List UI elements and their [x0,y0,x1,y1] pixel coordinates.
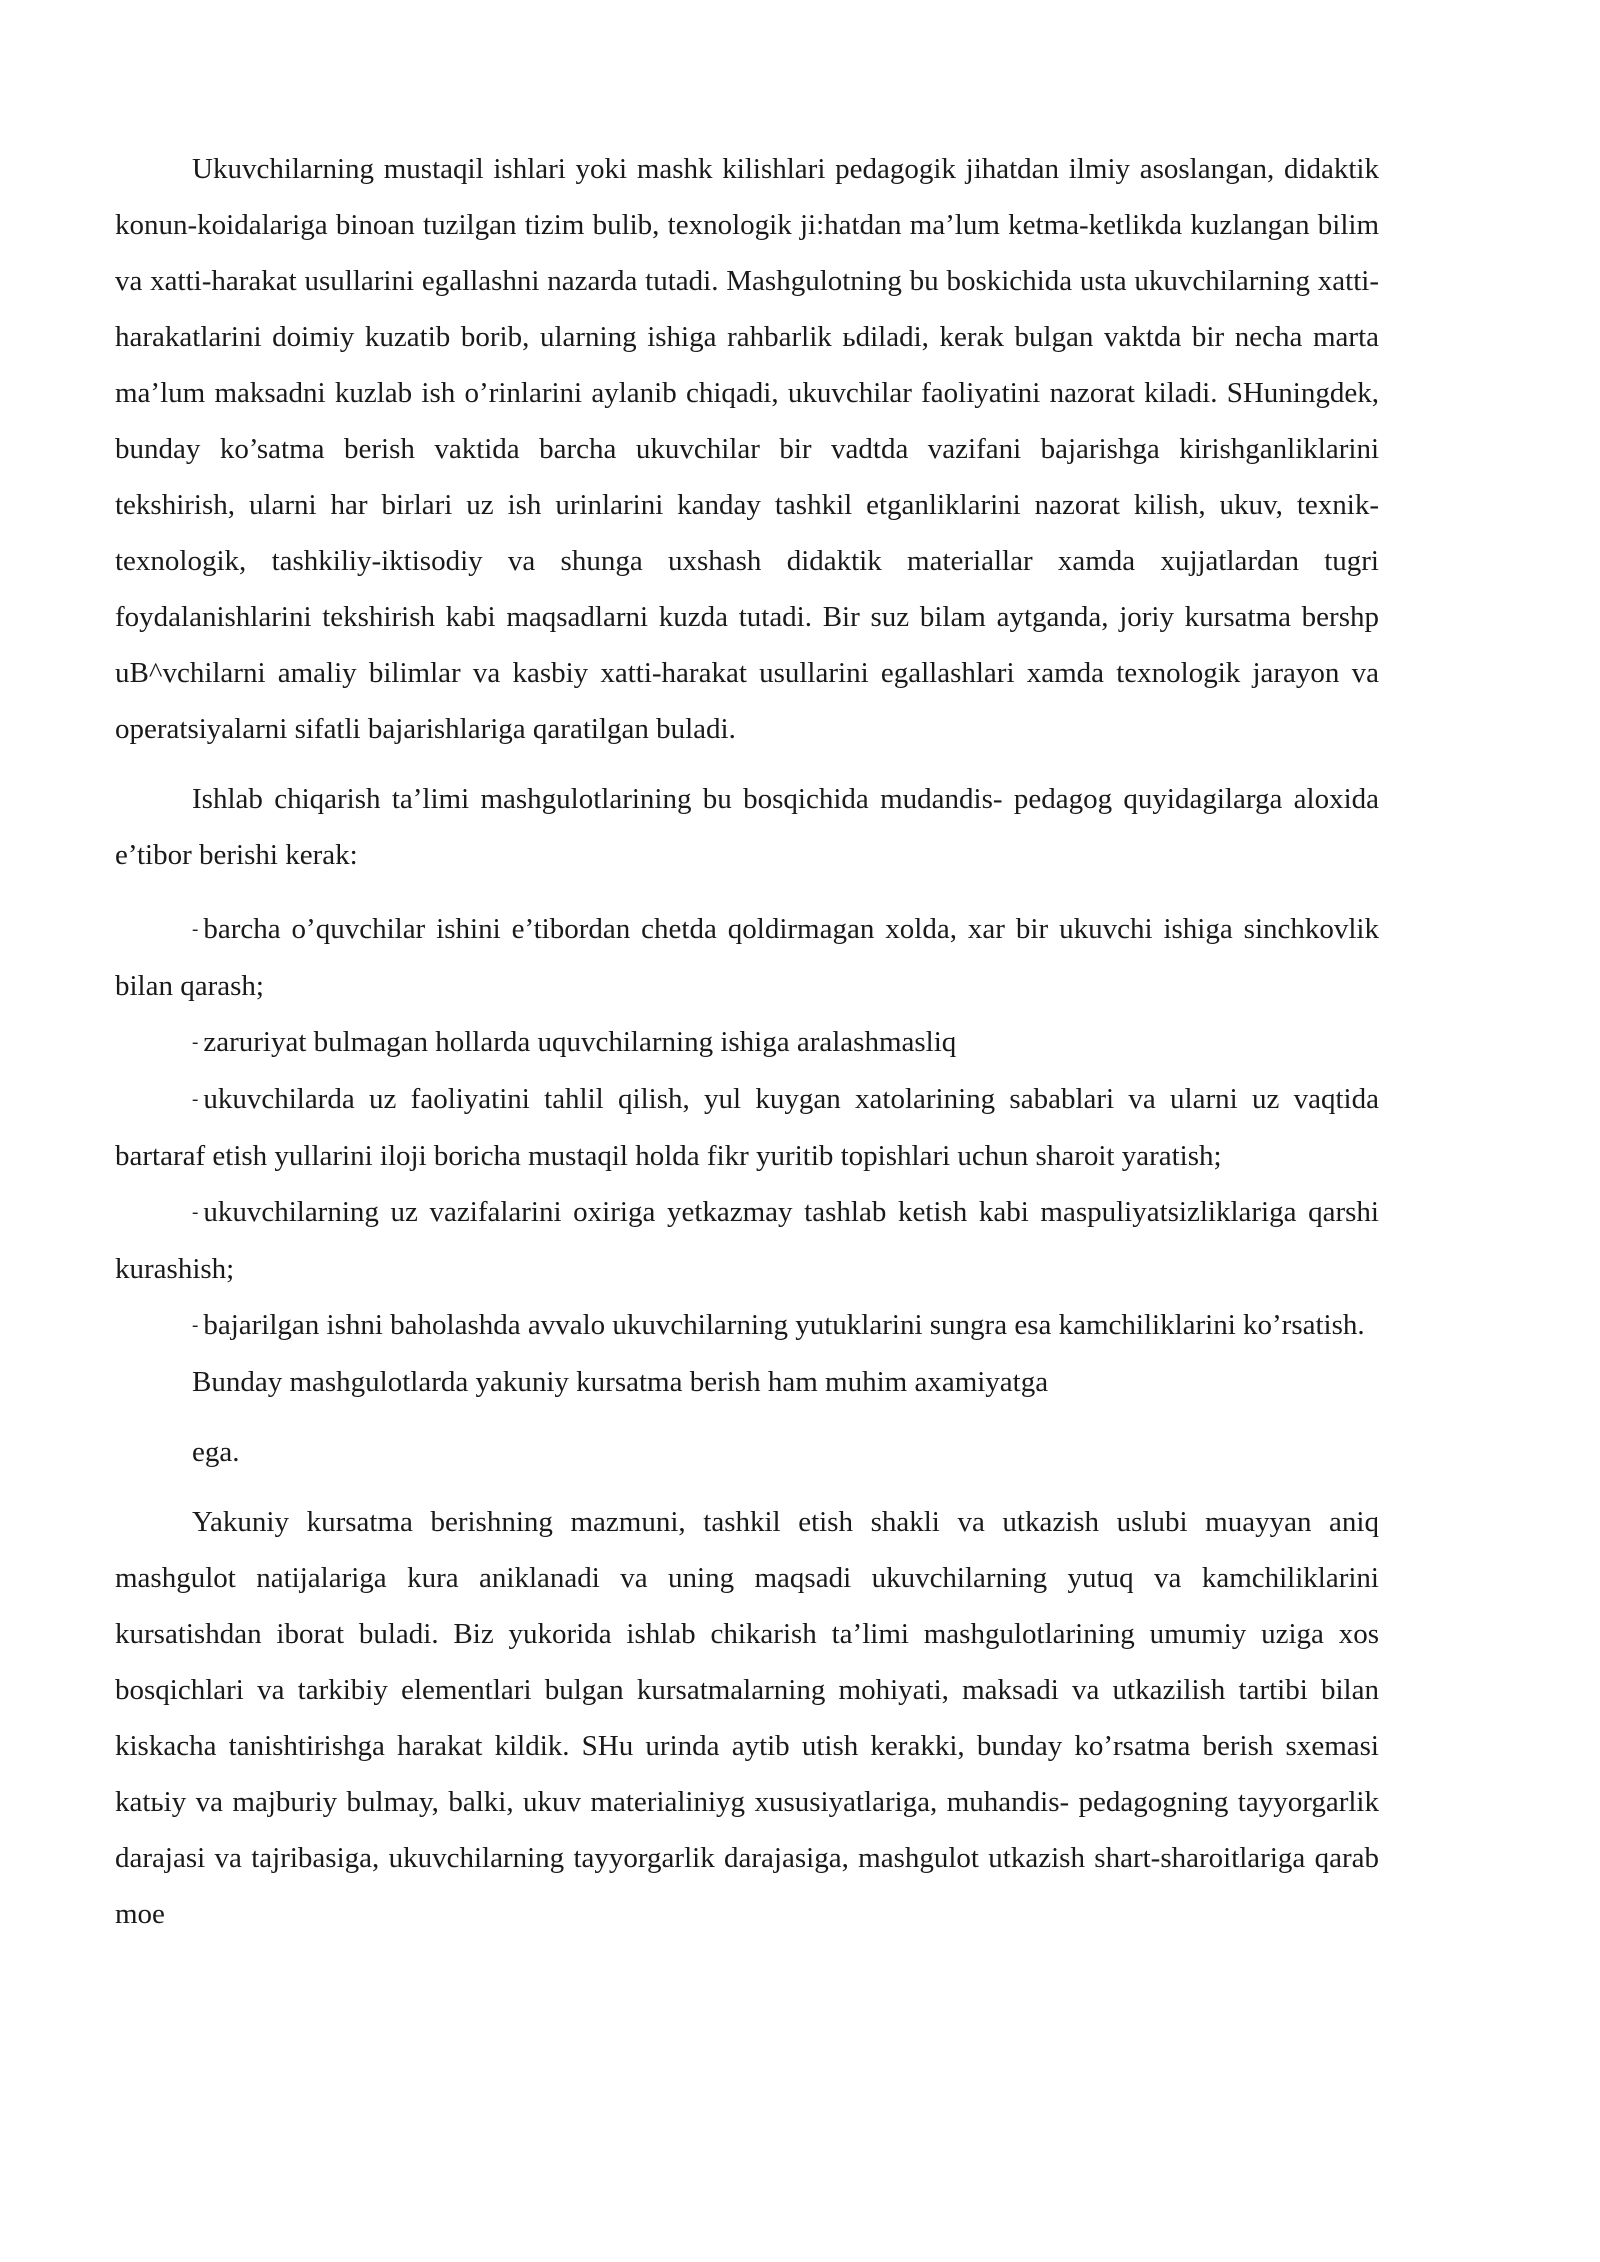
paragraph-bosqich: Ishlab chiqarish ta’limi mashgulotlarining bu bosqichida mudandis- pedagog quyidagilarga aloxida e’tibor berishi kerak: [115,783,1379,871]
list-item-text: ukuvchilarda uz faoliyatini tahlil qilish, yul kuygan xatolarining sabablari va ularni uz vaqtida bartaraf etish yullarini iloji boricha mustaqil holda fikr yuritib topishlari uchun sharoit yaratish; [115,1083,1379,1172]
document-page [115,141,1379,1942]
paragraph-mustaqil-ishlar: Ukuvchilarning mustaqil ishlari yoki mashk kilishlari pedagogik jihatdan ilmiy asoslangan, didaktik konun-koidalariga binoan tuzilgan tizim bulib, texnologik ji:hatdan ma’lum ketma-ketlikda kuzlangan bilim va xatti-harakat usullarini egallashni nazarda tutadi. Mashgulotning bu boskichida usta ukuvchilarning xatti-harakatlarini doimiy kuzatib borib, ularning ishiga rahbarlik ьdiladi, kerak bulgan vaktda bir necha marta ma’lum maksadni kuzlab ish o’rinlarini aylanib chiqadi, ukuvchilar faoliyatini nazorat kiladi. SHuningdek, bunday ko’satma berish vaktida barcha ukuvchilar bir vadtda vazifani bajarishga kirishganliklarini tekshirish, ularni har birlari uz ish urinlarini kanday tashkil etganliklarini nazorat kilish, ukuv, texnik-texnologik, tashkiliy-iktisodiy va shunga uxshash didaktik materiallar xamda xujjatlardan tugri foydalanishlarini tekshirish kabi maqsadlarni kuzda tutadi. Bir suz bilam aytganda, joriy kursatma bershp uB^vchilarni amaliy bilimlar va kasbiy xatti-harakat usullarini egallashlari xamda texnologik jarayon va operatsiyalarni sifatli bajarishlariga qaratilgan buladi. [115,153,1379,745]
list-item [115,901,1379,1014]
list-marker: - [192,919,199,940]
paragraph-continuation: ega. [192,1436,240,1468]
list-item [115,1297,1379,1354]
list-item-text: barcha o’quvchilar ishini e’tibordan chetda qoldirmagan xolda, xar bir ukuvchi ishiga sinchkovlik bilan qarash; [115,913,1379,1002]
list-marker: - [192,1202,199,1223]
list-marker: - [192,1315,199,1336]
list-item-text: zaruriyat bulmagan hollarda uquvchilarning ishiga aralashmasliq [203,1026,957,1058]
paragraph-yakuniy-kursatma: Bunday mashgulotlarda yakuniy kursatma berish ham muhim axamiyatga [192,1366,1049,1398]
attention-list [115,901,1379,1354]
list-marker: - [192,1032,199,1053]
list-item [115,1184,1379,1297]
list-item-text: bajarilgan ishni baholashda avvalo ukuvchilarning yutuklarini sungra esa kamchiliklarini ko’rsatish. [203,1309,1365,1341]
list-marker: - [192,1089,199,1110]
list-item-text: ukuvchilarning uz vazifalarini oxiriga yetkazmay tashlab ketish kabi maspuliyatsizliklariga qarshi kurashish; [115,1196,1379,1285]
list-item [115,1071,1379,1184]
paragraph-yakuniy-mazmuni: Yakuniy kursatma berishning mazmuni, tashkil etish shakli va utkazish uslubi muayyan aniq mashgulot natijalariga kura aniklanadi va uning maqsadi ukuvchilarning yutuq va kamchiliklarini kursatishdan iborat buladi. Biz yukorida ishlab chikarish ta’limi mashgulotlarining umumiy uziga xos bosqichlari va tarkibiy elementlari bulgan kursatmalarning mohiyati, maksadi va utkazilish tartibi bilan kiskacha tanishtirishga harakat kildik. SHu urinda aytib utish kerakki, bunday ko’rsatma berish sxemasi katьiy va majburiy bulmay, balki, ukuv materialiniyg xususiyatlariga, muhandis- pedagogning tayyorgarlik darajasi va tajribasiga, ukuvchilarning tayyorgarlik darajasiga, mashgulot utkazish shart-sharoitlariga qarab moe [115,1506,1379,1930]
list-item [115,1014,1379,1071]
